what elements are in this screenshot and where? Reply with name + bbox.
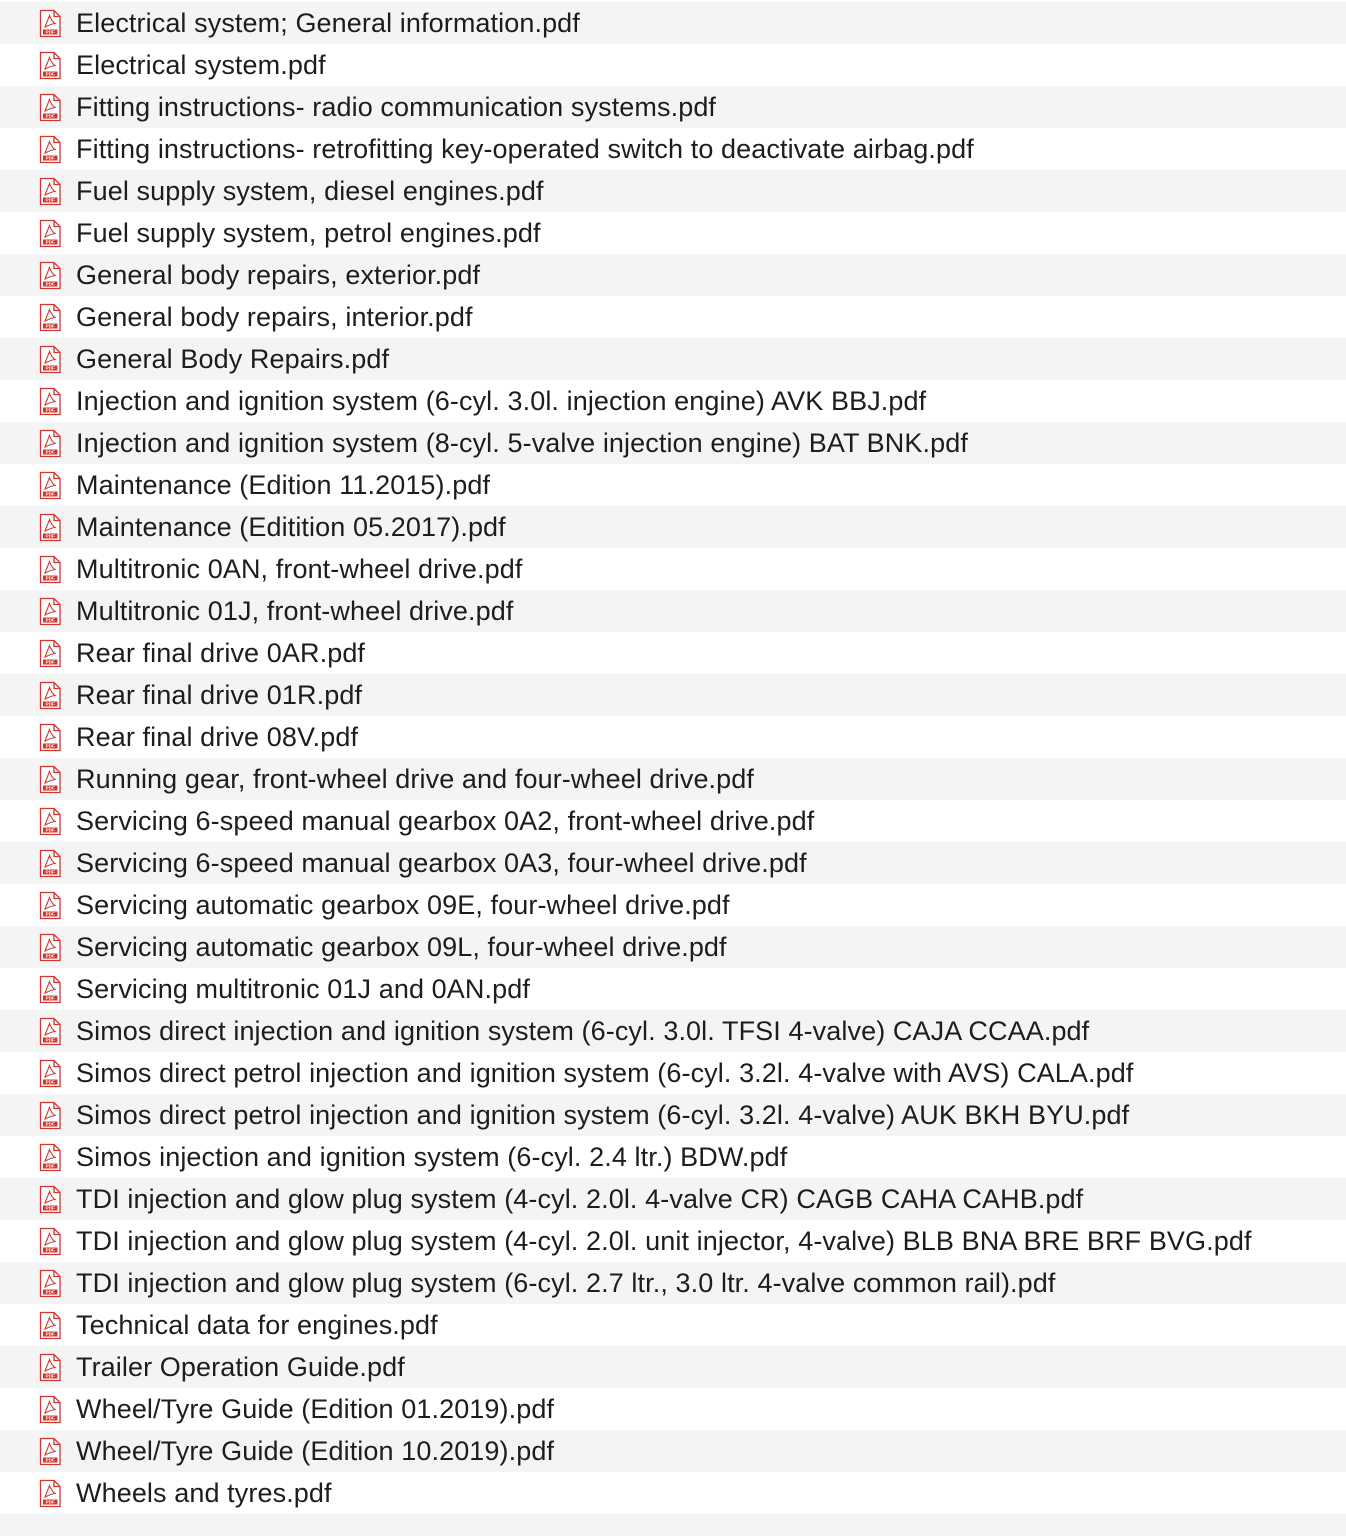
- pdf-document-icon: [38, 1311, 62, 1340]
- svg-text:PDF: PDF: [45, 113, 55, 119]
- file-row[interactable]: [0, 1430, 1346, 1472]
- file-list: [0, 2, 1346, 1514]
- file-row[interactable]: [0, 1094, 1346, 1136]
- pdf-document-icon: [38, 681, 62, 710]
- pdf-document-icon: [38, 513, 62, 542]
- file-row[interactable]: [0, 632, 1346, 674]
- svg-text:PDF: PDF: [45, 995, 55, 1001]
- file-row[interactable]: [0, 212, 1346, 254]
- svg-text:PDF: PDF: [45, 617, 55, 623]
- file-row[interactable]: [0, 128, 1346, 170]
- svg-text:PDF: PDF: [45, 533, 55, 539]
- svg-text:PDF: PDF: [45, 575, 55, 581]
- svg-text:PDF: PDF: [45, 1247, 55, 1253]
- file-row[interactable]: [0, 1010, 1346, 1052]
- file-name: General body repairs, exterior.pdf: [76, 259, 481, 290]
- pdf-document-icon: [38, 51, 62, 80]
- file-row[interactable]: [0, 674, 1346, 716]
- svg-text:PDF: PDF: [45, 1037, 55, 1043]
- file-row[interactable]: [0, 1472, 1346, 1514]
- pdf-document-icon: [38, 933, 62, 962]
- svg-text:PDF: PDF: [45, 71, 55, 77]
- pdf-document-icon: [38, 1059, 62, 1088]
- svg-text:PDF: PDF: [45, 911, 55, 917]
- pdf-document-icon: [38, 9, 62, 38]
- file-name: Running gear, front-wheel drive and four-wheel drive.pdf: [76, 763, 754, 794]
- file-name: Multitronic 0AN, front-wheel drive.pdf: [76, 553, 523, 584]
- file-name: General Body Repairs.pdf: [76, 343, 390, 374]
- file-row[interactable]: [0, 1304, 1346, 1346]
- file-name: Servicing multitronic 01J and 0AN.pdf: [76, 973, 530, 1004]
- pdf-document-icon: [38, 807, 62, 836]
- svg-text:PDF: PDF: [45, 1331, 55, 1337]
- svg-text:PDF: PDF: [45, 197, 55, 203]
- file-row[interactable]: [0, 338, 1346, 380]
- list-bottom-bar: [0, 1514, 1346, 1536]
- svg-text:PDF: PDF: [45, 449, 55, 455]
- file-row[interactable]: [0, 968, 1346, 1010]
- file-name: Technical data for engines.pdf: [76, 1309, 438, 1340]
- file-name: Maintenance (Edition 11.2015).pdf: [76, 469, 491, 500]
- svg-text:PDF: PDF: [45, 701, 55, 707]
- svg-text:PDF: PDF: [45, 1499, 55, 1505]
- pdf-document-icon: [38, 1353, 62, 1382]
- file-row[interactable]: [0, 716, 1346, 758]
- svg-text:PDF: PDF: [45, 869, 55, 875]
- svg-text:PDF: PDF: [45, 659, 55, 665]
- file-name: Rear final drive 0AR.pdf: [76, 637, 366, 668]
- file-name: Servicing automatic gearbox 09E, four-wheel drive.pdf: [76, 889, 730, 920]
- pdf-document-icon: [38, 261, 62, 290]
- svg-text:PDF: PDF: [45, 743, 55, 749]
- file-name: Simos direct injection and ignition system (6-cyl. 3.0l. TFSI 4-valve) CAJA CCAA.pdf: [76, 1015, 1090, 1046]
- pdf-document-icon: [38, 849, 62, 878]
- file-name: Servicing automatic gearbox 09L, four-wheel drive.pdf: [76, 931, 727, 962]
- svg-text:PDF: PDF: [45, 281, 55, 287]
- pdf-document-icon: [38, 1227, 62, 1256]
- file-name: General body repairs, interior.pdf: [76, 301, 473, 332]
- file-row[interactable]: [0, 1220, 1346, 1262]
- svg-text:PDF: PDF: [45, 953, 55, 959]
- file-row[interactable]: [0, 1262, 1346, 1304]
- pdf-document-icon: [38, 1269, 62, 1298]
- pdf-document-icon: [38, 723, 62, 752]
- file-name: Electrical system; General information.pdf: [76, 7, 580, 38]
- pdf-document-icon: [38, 1395, 62, 1424]
- pdf-document-icon: [38, 471, 62, 500]
- pdf-document-icon: [38, 345, 62, 374]
- file-row[interactable]: [0, 758, 1346, 800]
- file-row[interactable]: [0, 1136, 1346, 1178]
- file-row[interactable]: [0, 842, 1346, 884]
- pdf-document-icon: [38, 597, 62, 626]
- file-name: Servicing 6-speed manual gearbox 0A2, front-wheel drive.pdf: [76, 805, 815, 836]
- pdf-document-icon: [38, 1479, 62, 1508]
- pdf-document-icon: [38, 387, 62, 416]
- svg-text:PDF: PDF: [45, 155, 55, 161]
- file-name: Simos direct petrol injection and ignition system (6-cyl. 3.2l. 4-valve) AUK BKH BYU.pdf: [76, 1099, 1130, 1130]
- file-row[interactable]: [0, 86, 1346, 128]
- file-name: Servicing 6-speed manual gearbox 0A3, four-wheel drive.pdf: [76, 847, 807, 878]
- pdf-document-icon: [38, 135, 62, 164]
- file-row[interactable]: [0, 296, 1346, 338]
- file-row[interactable]: [0, 926, 1346, 968]
- file-row[interactable]: [0, 1346, 1346, 1388]
- file-row[interactable]: [0, 2, 1346, 44]
- pdf-document-icon: [38, 93, 62, 122]
- file-row[interactable]: [0, 1388, 1346, 1430]
- svg-text:PDF: PDF: [45, 785, 55, 791]
- svg-text:PDF: PDF: [45, 407, 55, 413]
- file-name: Wheel/Tyre Guide (Edition 01.2019).pdf: [76, 1393, 555, 1424]
- svg-text:PDF: PDF: [45, 1373, 55, 1379]
- pdf-document-icon: [38, 1101, 62, 1130]
- file-name: Simos injection and ignition system (6-cyl. 2.4 ltr.) BDW.pdf: [76, 1141, 788, 1172]
- file-row[interactable]: [0, 1178, 1346, 1220]
- file-name: Rear final drive 01R.pdf: [76, 679, 363, 710]
- pdf-document-icon: [38, 765, 62, 794]
- svg-text:PDF: PDF: [45, 239, 55, 245]
- file-name: Fuel supply system, petrol engines.pdf: [76, 217, 541, 248]
- file-name: Rear final drive 08V.pdf: [76, 721, 359, 752]
- file-name: Maintenance (Editition 05.2017).pdf: [76, 511, 506, 542]
- pdf-document-icon: [38, 1185, 62, 1214]
- pdf-document-icon: [38, 177, 62, 206]
- pdf-document-icon: [38, 891, 62, 920]
- svg-text:PDF: PDF: [45, 365, 55, 371]
- file-name: Fitting instructions- retrofitting key-operated switch to deactivate airbag.pdf: [76, 133, 974, 164]
- file-name: TDI injection and glow plug system (4-cyl. 2.0l. unit injector, 4-valve) BLB BNA BRE BRF BVG.pdf: [76, 1225, 1252, 1256]
- file-name: Fitting instructions- radio communication systems.pdf: [76, 91, 717, 122]
- svg-text:PDF: PDF: [45, 491, 55, 497]
- svg-text:PDF: PDF: [45, 1121, 55, 1127]
- file-row[interactable]: [0, 800, 1346, 842]
- file-row[interactable]: [0, 506, 1346, 548]
- file-row[interactable]: [0, 1052, 1346, 1094]
- file-row[interactable]: [0, 884, 1346, 926]
- svg-text:PDF: PDF: [45, 1289, 55, 1295]
- file-name: TDI injection and glow plug system (4-cyl. 2.0l. 4-valve CR) CAGB CAHA CAHB.pdf: [76, 1183, 1084, 1214]
- file-name: Injection and ignition system (8-cyl. 5-valve injection engine) BAT BNK.pdf: [76, 427, 968, 458]
- pdf-document-icon: [38, 1017, 62, 1046]
- pdf-document-icon: [38, 639, 62, 668]
- file-row[interactable]: [0, 380, 1346, 422]
- file-name: Wheels and tyres.pdf: [76, 1477, 332, 1508]
- pdf-document-icon: [38, 1143, 62, 1172]
- file-name: TDI injection and glow plug system (6-cyl. 2.7 ltr., 3.0 ltr. 4-valve common rail).pdf: [76, 1267, 1056, 1298]
- pdf-document-icon: [38, 555, 62, 584]
- pdf-document-icon: [38, 219, 62, 248]
- file-name: Wheel/Tyre Guide (Edition 10.2019).pdf: [76, 1435, 555, 1466]
- file-name: Fuel supply system, diesel engines.pdf: [76, 175, 544, 206]
- file-row[interactable]: [0, 548, 1346, 590]
- file-row[interactable]: [0, 464, 1346, 506]
- svg-text:PDF: PDF: [45, 1415, 55, 1421]
- pdf-document-icon: [38, 303, 62, 332]
- svg-text:PDF: PDF: [45, 1163, 55, 1169]
- svg-text:PDF: PDF: [45, 323, 55, 329]
- pdf-document-icon: [38, 429, 62, 458]
- file-row[interactable]: [0, 44, 1346, 86]
- file-name: Multitronic 01J, front-wheel drive.pdf: [76, 595, 514, 626]
- file-row[interactable]: [0, 170, 1346, 212]
- file-name: Trailer Operation Guide.pdf: [76, 1351, 405, 1382]
- file-name: Electrical system.pdf: [76, 49, 326, 80]
- pdf-document-icon: [38, 1437, 62, 1466]
- file-name: Injection and ignition system (6-cyl. 3.0l. injection engine) AVK BBJ.pdf: [76, 385, 927, 416]
- svg-text:PDF: PDF: [45, 29, 55, 35]
- pdf-document-icon: [38, 975, 62, 1004]
- svg-text:PDF: PDF: [45, 1205, 55, 1211]
- file-name: Simos direct petrol injection and ignition system (6-cyl. 3.2l. 4-valve with AVS) CALA.pdf: [76, 1057, 1134, 1088]
- file-row[interactable]: [0, 422, 1346, 464]
- svg-text:PDF: PDF: [45, 827, 55, 833]
- file-row[interactable]: [0, 590, 1346, 632]
- svg-text:PDF: PDF: [45, 1079, 55, 1085]
- file-row[interactable]: [0, 254, 1346, 296]
- svg-text:PDF: PDF: [45, 1457, 55, 1463]
